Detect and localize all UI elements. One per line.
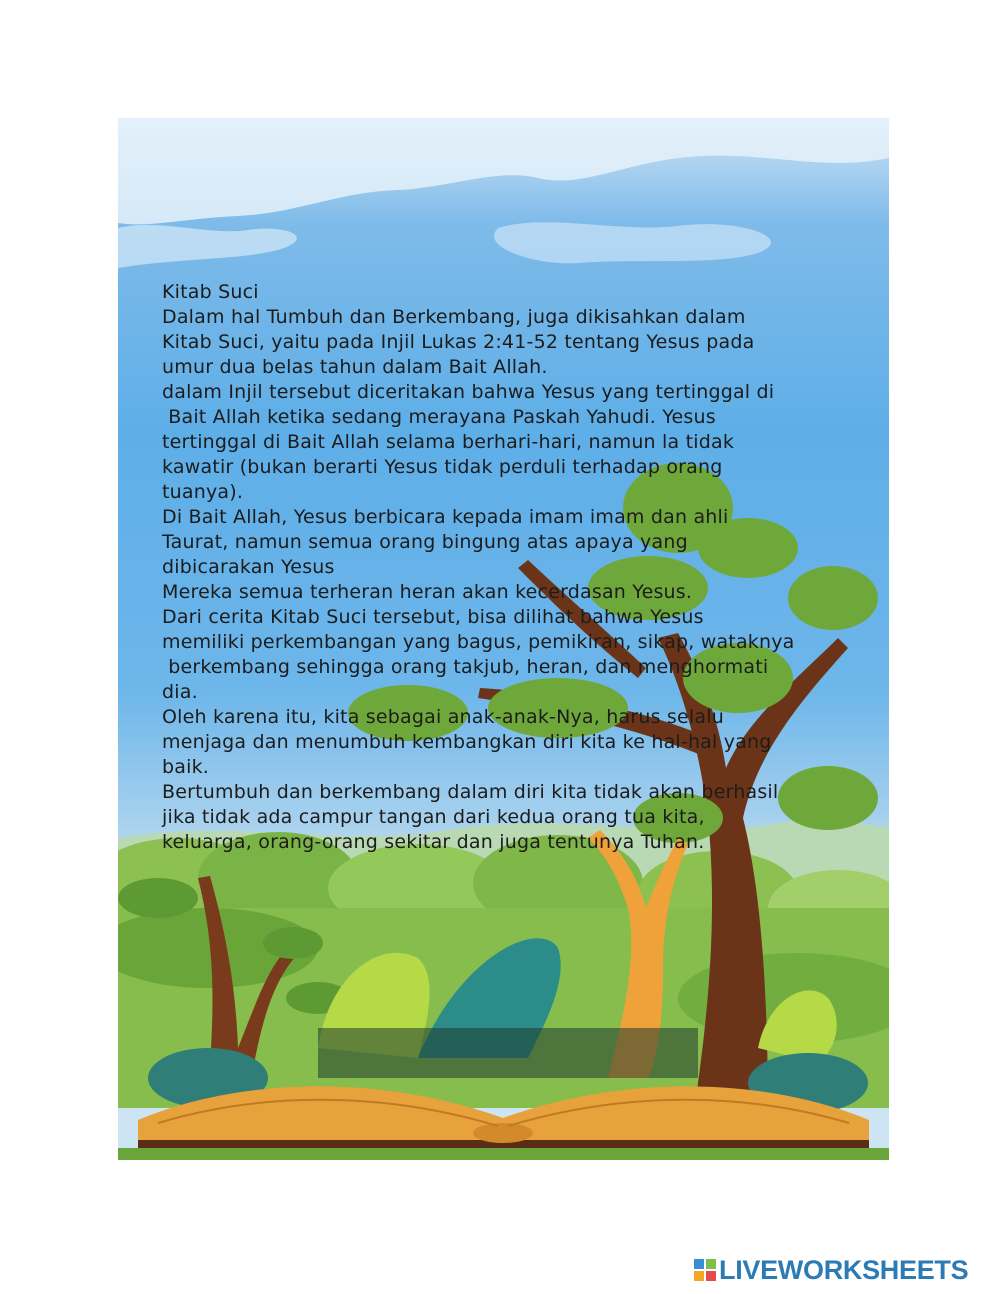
story-line: umur dua belas tahun dalam Bait Allah.	[162, 356, 548, 378]
story-line: memiliki perkembangan yang bagus, pemikiran, sikap, wataknya	[162, 631, 795, 653]
story-line: jika tidak ada campur tangan dari kedua orang tua kita,	[162, 806, 705, 828]
grass-strip	[118, 1148, 889, 1160]
story-title: Kitab Suci	[162, 281, 259, 303]
liveworksheets-logo-icon	[693, 1258, 717, 1282]
story-line: kawatir (bukan berarti Yesus tidak perduli terhadap orang	[162, 456, 723, 478]
story-line: dibicarakan Yesus	[162, 556, 335, 578]
cloud-shapes	[118, 118, 889, 268]
story-text	[162, 280, 882, 855]
story-line: Dari cerita Kitab Suci tersebut, bisa dilihat bahwa Yesus	[162, 606, 704, 628]
story-line: Bait Allah ketika sedang merayana Paskah Yahudi. Yesus	[162, 406, 716, 428]
story-line: Dalam hal Tumbuh dan Berkembang, juga dikisahkan dalam	[162, 306, 746, 328]
liveworksheets-logo-text: LIVEWORKSHEETS	[719, 1254, 969, 1285]
story-line: Taurat, namun semua orang bingung atas apaya yang	[162, 531, 688, 553]
book-shadow	[318, 1028, 698, 1078]
story-line: menjaga dan menumbuh kembangkan diri kita ke hal-hal yang	[162, 731, 772, 753]
story-line: Kitab Suci, yaitu pada Injil Lukas 2:41-52 tentang Yesus pada	[162, 331, 755, 353]
story-line: tertinggal di Bait Allah selama berhari-hari, namun la tidak	[162, 431, 735, 453]
story-line: dia.	[162, 681, 198, 703]
story-line: Di Bait Allah, Yesus berbicara kepada imam imam dan ahli	[162, 506, 729, 528]
story-line: Mereka semua terheran heran akan kecerdasan Yesus.	[162, 581, 693, 603]
worksheet-page	[118, 118, 889, 1160]
story-line: Bertumbuh dan berkembang dalam diri kita tidak akan berhasil	[162, 781, 779, 803]
story-line: berkembang sehingga orang takjub, heran, dan menghormati	[162, 656, 769, 678]
story-line: dalam Injil tersebut diceritakan bahwa Yesus yang tertinggal di	[162, 381, 775, 403]
liveworksheets-logo[interactable]	[693, 1254, 968, 1286]
story-line: tuanya).	[162, 481, 244, 503]
story-line: keluarga, orang-orang sekitar dan juga tentunya Tuhan.	[162, 831, 705, 853]
story-line: baik.	[162, 756, 210, 778]
story-line: Oleh karena itu, kita sebagai anak-anak-Nya, harus selalu	[162, 706, 724, 728]
